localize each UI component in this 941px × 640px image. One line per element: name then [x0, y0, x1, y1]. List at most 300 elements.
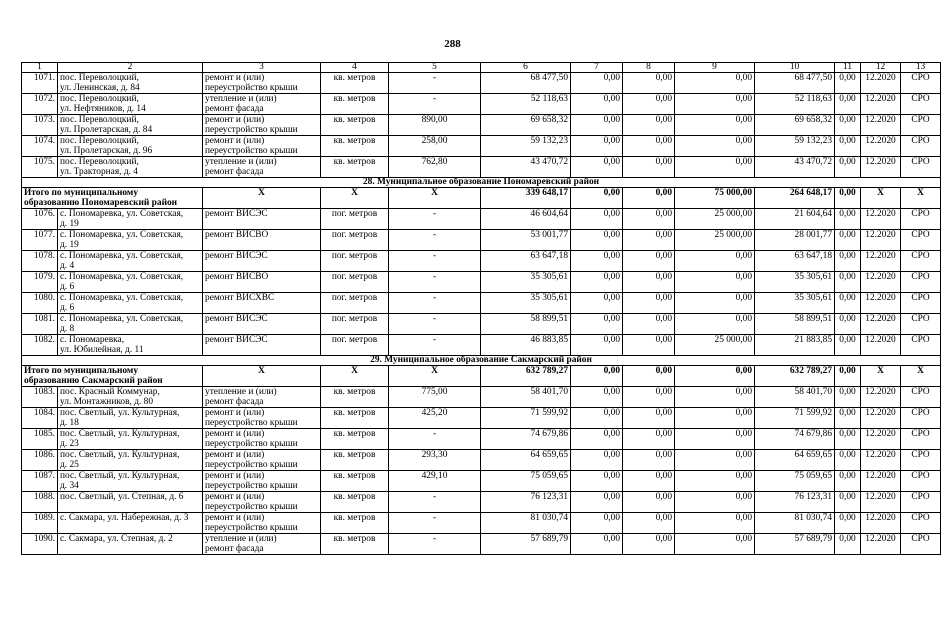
row-number: 1082.: [22, 335, 58, 356]
row-unit: кв. метров: [321, 136, 389, 157]
row-col-11: 0,00: [835, 429, 861, 450]
row-quantity: -: [389, 534, 481, 555]
row-col-11: 0,00: [835, 209, 861, 230]
row-address: с. Пономаревка, ул. Советская, д. 19: [58, 209, 203, 230]
row-method: СРО: [901, 335, 941, 356]
column-number-1: 1: [22, 63, 58, 73]
total-col-11: 0,00: [835, 366, 861, 387]
row-unit: кв. метров: [321, 408, 389, 429]
row-method: СРО: [901, 230, 941, 251]
row-date: 12.2020: [861, 335, 901, 356]
row-col-10: 71 599,92: [755, 408, 835, 429]
row-col-7: 0,00: [571, 408, 623, 429]
row-col-11: 0,00: [835, 387, 861, 408]
row-col-7: 0,00: [571, 94, 623, 115]
row-number: 1073.: [22, 115, 58, 136]
row-col-11: 0,00: [835, 492, 861, 513]
row-col-10: 69 658,32: [755, 115, 835, 136]
row-date: 12.2020: [861, 272, 901, 293]
row-col-7: 0,00: [571, 230, 623, 251]
row-total-cost: 35 305,61: [481, 293, 571, 314]
row-unit: кв. метров: [321, 534, 389, 555]
table-row: [22, 272, 941, 293]
row-address: с. Пономаревка, ул. Советская, д. 4: [58, 251, 203, 272]
row-col-10: 68 477,50: [755, 73, 835, 94]
total-col-5: Х: [389, 188, 481, 209]
row-col-7: 0,00: [571, 335, 623, 356]
row-address: с. Пономаревка, ул. Советская, д. 6: [58, 272, 203, 293]
row-col-7: 0,00: [571, 136, 623, 157]
row-date: 12.2020: [861, 387, 901, 408]
row-number: 1071.: [22, 73, 58, 94]
row-col-9: 0,00: [675, 115, 755, 136]
row-col-11: 0,00: [835, 314, 861, 335]
row-col-10: 52 118,63: [755, 94, 835, 115]
row-unit: пог. метров: [321, 314, 389, 335]
row-address: с. Сакмара, ул. Степная, д. 2: [58, 534, 203, 555]
row-col-8: 0,00: [623, 272, 675, 293]
row-col-10: 81 030,74: [755, 513, 835, 534]
row-unit: кв. метров: [321, 450, 389, 471]
table-row: [22, 230, 941, 251]
row-address: пос. Светлый, ул. Культурная, д. 18: [58, 408, 203, 429]
row-date: 12.2020: [861, 429, 901, 450]
row-work-type: ремонт ВИСЭС: [203, 251, 321, 272]
row-col-10: 64 659,65: [755, 450, 835, 471]
row-col-10: 35 305,61: [755, 272, 835, 293]
row-col-9: 0,00: [675, 492, 755, 513]
row-work-type: ремонт и (или) переустройство крыши: [203, 450, 321, 471]
row-col-9: 0,00: [675, 450, 755, 471]
row-method: СРО: [901, 450, 941, 471]
row-address: пос. Переволоцкий, ул. Ленинская, д. 84: [58, 73, 203, 94]
row-col-7: 0,00: [571, 471, 623, 492]
row-address: пос. Переволоцкий, ул. Нефтяников, д. 14: [58, 94, 203, 115]
row-col-9: 0,00: [675, 387, 755, 408]
row-col-11: 0,00: [835, 94, 861, 115]
row-col-8: 0,00: [623, 492, 675, 513]
table-row: [22, 314, 941, 335]
row-number: 1085.: [22, 429, 58, 450]
row-total-cost: 69 658,32: [481, 115, 571, 136]
row-method: СРО: [901, 293, 941, 314]
row-col-10: 57 689,79: [755, 534, 835, 555]
row-total-cost: 76 123,31: [481, 492, 571, 513]
row-col-8: 0,00: [623, 471, 675, 492]
row-col-11: 0,00: [835, 335, 861, 356]
table-row: [22, 157, 941, 178]
row-number: 1079.: [22, 272, 58, 293]
row-address: пос. Переволоцкий, ул. Пролетарская, д. 96: [58, 136, 203, 157]
total-label: Итого по муниципальному образованию Пономаревский район: [22, 188, 203, 209]
table-row: [22, 450, 941, 471]
row-unit: кв. метров: [321, 115, 389, 136]
row-col-9: 0,00: [675, 272, 755, 293]
section-title: 29. Муниципальное образование Сакмарский район: [22, 356, 941, 366]
row-col-8: 0,00: [623, 115, 675, 136]
row-quantity: -: [389, 513, 481, 534]
row-col-7: 0,00: [571, 115, 623, 136]
row-col-8: 0,00: [623, 408, 675, 429]
row-work-type: ремонт и (или) переустройство крыши: [203, 136, 321, 157]
row-col-10: 59 132,23: [755, 136, 835, 157]
row-total-cost: 53 001,77: [481, 230, 571, 251]
row-work-type: ремонт ВИСЭС: [203, 314, 321, 335]
row-date: 12.2020: [861, 209, 901, 230]
row-col-9: 0,00: [675, 429, 755, 450]
row-date: 12.2020: [861, 73, 901, 94]
row-total-cost: 43 470,72: [481, 157, 571, 178]
row-work-type: ремонт ВИСВО: [203, 272, 321, 293]
row-col-7: 0,00: [571, 534, 623, 555]
row-address: с. Пономаревка, ул. Советская, д. 8: [58, 314, 203, 335]
table-row: [22, 293, 941, 314]
row-quantity: -: [389, 73, 481, 94]
section-heading-row: [22, 178, 941, 188]
row-col-10: 21 604,64: [755, 209, 835, 230]
row-number: 1080.: [22, 293, 58, 314]
row-col-9: 25 000,00: [675, 209, 755, 230]
row-method: СРО: [901, 209, 941, 230]
row-total-cost: 57 689,79: [481, 534, 571, 555]
row-quantity: -: [389, 94, 481, 115]
row-date: 12.2020: [861, 115, 901, 136]
row-col-11: 0,00: [835, 230, 861, 251]
row-total-cost: 58 401,70: [481, 387, 571, 408]
capital-repair-table: [21, 62, 941, 555]
total-col-3: Х: [203, 366, 321, 387]
row-date: 12.2020: [861, 534, 901, 555]
row-method: СРО: [901, 157, 941, 178]
row-quantity: -: [389, 272, 481, 293]
column-number-13: 13: [901, 63, 941, 73]
table-row: [22, 251, 941, 272]
row-unit: кв. метров: [321, 387, 389, 408]
row-quantity: 775,00: [389, 387, 481, 408]
row-quantity: -: [389, 335, 481, 356]
row-number: 1077.: [22, 230, 58, 251]
row-col-9: 0,00: [675, 293, 755, 314]
row-address: с. Сакмара, ул. Набережная, д. 3: [58, 513, 203, 534]
row-unit: кв. метров: [321, 492, 389, 513]
row-address: пос. Светлый, ул. Степная, д. 6: [58, 492, 203, 513]
table-row: [22, 115, 941, 136]
row-total-cost: 46 604,64: [481, 209, 571, 230]
row-method: СРО: [901, 471, 941, 492]
row-method: СРО: [901, 73, 941, 94]
row-date: 12.2020: [861, 136, 901, 157]
table-row: [22, 513, 941, 534]
row-col-7: 0,00: [571, 387, 623, 408]
column-number-4: 4: [321, 63, 389, 73]
total-col-10: 264 648,17: [755, 188, 835, 209]
table-row: [22, 136, 941, 157]
row-quantity: 293,30: [389, 450, 481, 471]
total-label: Итого по муниципальному образованию Сакмарский район: [22, 366, 203, 387]
district-total-row: [22, 366, 941, 387]
row-work-type: ремонт и (или) переустройство крыши: [203, 513, 321, 534]
row-total-cost: 52 118,63: [481, 94, 571, 115]
row-number: 1075.: [22, 157, 58, 178]
column-number-5: 5: [389, 63, 481, 73]
column-number-header: [22, 63, 941, 73]
row-work-type: ремонт и (или) переустройство крыши: [203, 73, 321, 94]
column-number-7: 7: [571, 63, 623, 73]
row-method: СРО: [901, 387, 941, 408]
row-col-9: 25 000,00: [675, 335, 755, 356]
row-date: 12.2020: [861, 314, 901, 335]
page-number: 288: [444, 38, 461, 50]
row-unit: пог. метров: [321, 293, 389, 314]
row-col-9: 25 000,00: [675, 230, 755, 251]
row-col-11: 0,00: [835, 115, 861, 136]
row-col-10: 58 401,70: [755, 387, 835, 408]
row-col-8: 0,00: [623, 157, 675, 178]
row-quantity: 429,10: [389, 471, 481, 492]
table-row: [22, 335, 941, 356]
column-number-6: 6: [481, 63, 571, 73]
row-address: с. Пономаревка, ул. Советская, д. 6: [58, 293, 203, 314]
column-number-9: 9: [675, 63, 755, 73]
row-number: 1078.: [22, 251, 58, 272]
total-col-9: 75 000,00: [675, 188, 755, 209]
table-row: [22, 471, 941, 492]
row-col-11: 0,00: [835, 408, 861, 429]
row-col-8: 0,00: [623, 209, 675, 230]
row-date: 12.2020: [861, 450, 901, 471]
row-unit: кв. метров: [321, 429, 389, 450]
row-quantity: -: [389, 314, 481, 335]
row-quantity: 258,00: [389, 136, 481, 157]
total-col-4: Х: [321, 366, 389, 387]
row-col-9: 0,00: [675, 73, 755, 94]
row-col-7: 0,00: [571, 272, 623, 293]
row-col-7: 0,00: [571, 492, 623, 513]
row-address: с. Пономаревка, ул. Советская, д. 19: [58, 230, 203, 251]
row-date: 12.2020: [861, 513, 901, 534]
row-number: 1074.: [22, 136, 58, 157]
row-quantity: 425,20: [389, 408, 481, 429]
row-col-7: 0,00: [571, 450, 623, 471]
total-col-8: 0,00: [623, 188, 675, 209]
row-unit: пог. метров: [321, 335, 389, 356]
row-col-8: 0,00: [623, 293, 675, 314]
row-date: 12.2020: [861, 408, 901, 429]
row-col-7: 0,00: [571, 513, 623, 534]
row-method: СРО: [901, 94, 941, 115]
row-quantity: 762,80: [389, 157, 481, 178]
table-body: [22, 63, 941, 555]
row-work-type: ремонт ВИСЭС: [203, 335, 321, 356]
row-quantity: 890,00: [389, 115, 481, 136]
table-row: [22, 408, 941, 429]
total-col-9: 0,00: [675, 366, 755, 387]
row-total-cost: 59 132,23: [481, 136, 571, 157]
row-work-type: утепление и (или) ремонт фасада: [203, 157, 321, 178]
total-col-5: Х: [389, 366, 481, 387]
row-work-type: ремонт ВИСЭС: [203, 209, 321, 230]
total-method: Х: [901, 366, 941, 387]
row-col-10: 58 899,51: [755, 314, 835, 335]
row-col-9: 0,00: [675, 534, 755, 555]
total-col-11: 0,00: [835, 188, 861, 209]
row-col-9: 0,00: [675, 251, 755, 272]
row-col-8: 0,00: [623, 513, 675, 534]
section-heading-row: [22, 356, 941, 366]
row-number: 1088.: [22, 492, 58, 513]
row-unit: пог. метров: [321, 272, 389, 293]
row-work-type: утепление и (или) ремонт фасада: [203, 94, 321, 115]
table-row: [22, 387, 941, 408]
row-col-8: 0,00: [623, 251, 675, 272]
row-col-11: 0,00: [835, 293, 861, 314]
row-work-type: ремонт и (или) переустройство крыши: [203, 115, 321, 136]
total-date: Х: [861, 188, 901, 209]
row-address: пос. Переволоцкий, ул. Пролетарская, д. 84: [58, 115, 203, 136]
row-total-cost: 81 030,74: [481, 513, 571, 534]
district-total-row: [22, 188, 941, 209]
row-number: 1086.: [22, 450, 58, 471]
row-total-cost: 46 883,85: [481, 335, 571, 356]
row-method: СРО: [901, 534, 941, 555]
row-number: 1084.: [22, 408, 58, 429]
row-unit: кв. метров: [321, 73, 389, 94]
row-quantity: -: [389, 429, 481, 450]
row-col-11: 0,00: [835, 534, 861, 555]
table-row: [22, 73, 941, 94]
row-method: СРО: [901, 251, 941, 272]
row-col-10: 28 001,77: [755, 230, 835, 251]
row-total-cost: 63 647,18: [481, 251, 571, 272]
row-method: СРО: [901, 115, 941, 136]
row-date: 12.2020: [861, 471, 901, 492]
row-work-type: ремонт и (или) переустройство крыши: [203, 471, 321, 492]
table-row: [22, 429, 941, 450]
row-method: СРО: [901, 492, 941, 513]
row-col-10: 43 470,72: [755, 157, 835, 178]
row-col-9: 0,00: [675, 136, 755, 157]
row-col-7: 0,00: [571, 429, 623, 450]
row-date: 12.2020: [861, 230, 901, 251]
total-col-7: 0,00: [571, 366, 623, 387]
row-col-9: 0,00: [675, 157, 755, 178]
total-col-4: Х: [321, 188, 389, 209]
row-col-8: 0,00: [623, 429, 675, 450]
row-col-8: 0,00: [623, 73, 675, 94]
row-method: СРО: [901, 314, 941, 335]
row-col-10: 75 059,65: [755, 471, 835, 492]
row-address: пос. Светлый, ул. Культурная, д. 34: [58, 471, 203, 492]
row-col-8: 0,00: [623, 230, 675, 251]
row-unit: пог. метров: [321, 251, 389, 272]
row-col-10: 74 679,86: [755, 429, 835, 450]
row-date: 12.2020: [861, 94, 901, 115]
row-number: 1090.: [22, 534, 58, 555]
total-col-8: 0,00: [623, 366, 675, 387]
row-col-11: 0,00: [835, 73, 861, 94]
row-work-type: ремонт и (или) переустройство крыши: [203, 492, 321, 513]
row-total-cost: 64 659,65: [481, 450, 571, 471]
row-col-11: 0,00: [835, 251, 861, 272]
row-col-11: 0,00: [835, 136, 861, 157]
row-number: 1089.: [22, 513, 58, 534]
row-quantity: -: [389, 209, 481, 230]
row-method: СРО: [901, 408, 941, 429]
row-method: СРО: [901, 429, 941, 450]
column-number-8: 8: [623, 63, 675, 73]
row-col-7: 0,00: [571, 73, 623, 94]
row-method: СРО: [901, 136, 941, 157]
row-number: 1072.: [22, 94, 58, 115]
row-number: 1087.: [22, 471, 58, 492]
total-cost: 632 789,27: [481, 366, 571, 387]
row-col-8: 0,00: [623, 136, 675, 157]
row-work-type: ремонт ВИСВО: [203, 230, 321, 251]
row-quantity: -: [389, 492, 481, 513]
row-col-9: 0,00: [675, 94, 755, 115]
row-unit: кв. метров: [321, 157, 389, 178]
total-date: Х: [861, 366, 901, 387]
row-unit: пог. метров: [321, 209, 389, 230]
row-total-cost: 35 305,61: [481, 272, 571, 293]
column-number-11: 11: [835, 63, 861, 73]
total-col-3: Х: [203, 188, 321, 209]
row-col-8: 0,00: [623, 534, 675, 555]
row-unit: кв. метров: [321, 94, 389, 115]
total-col-10: 632 789,27: [755, 366, 835, 387]
section-title: 28. Муниципальное образование Пономаревский район: [22, 178, 941, 188]
row-col-11: 0,00: [835, 157, 861, 178]
row-col-7: 0,00: [571, 314, 623, 335]
table-row: [22, 94, 941, 115]
row-number: 1083.: [22, 387, 58, 408]
row-col-9: 0,00: [675, 408, 755, 429]
row-date: 12.2020: [861, 251, 901, 272]
column-number-3: 3: [203, 63, 321, 73]
row-unit: кв. метров: [321, 471, 389, 492]
row-work-type: ремонт ВИСХВС: [203, 293, 321, 314]
row-address: пос. Светлый, ул. Культурная, д. 23: [58, 429, 203, 450]
row-total-cost: 58 899,51: [481, 314, 571, 335]
row-work-type: утепление и (или) ремонт фасада: [203, 534, 321, 555]
row-quantity: -: [389, 230, 481, 251]
row-method: СРО: [901, 513, 941, 534]
row-unit: пог. метров: [321, 230, 389, 251]
row-total-cost: 75 059,65: [481, 471, 571, 492]
row-address: пос. Красный Коммунар, ул. Монтажников, д. 80: [58, 387, 203, 408]
row-quantity: -: [389, 293, 481, 314]
column-number-10: 10: [755, 63, 835, 73]
row-col-11: 0,00: [835, 272, 861, 293]
row-address: пос. Переволоцкий, ул. Тракторная, д. 4: [58, 157, 203, 178]
row-col-7: 0,00: [571, 251, 623, 272]
total-cost: 339 648,17: [481, 188, 571, 209]
row-number: 1081.: [22, 314, 58, 335]
row-number: 1076.: [22, 209, 58, 230]
row-col-10: 63 647,18: [755, 251, 835, 272]
row-date: 12.2020: [861, 492, 901, 513]
row-address: с. Пономаревка, ул. Юбилейная, д. 11: [58, 335, 203, 356]
row-work-type: ремонт и (или) переустройство крыши: [203, 408, 321, 429]
row-col-10: 35 305,61: [755, 293, 835, 314]
row-method: СРО: [901, 272, 941, 293]
table-row: [22, 492, 941, 513]
row-col-11: 0,00: [835, 450, 861, 471]
row-col-11: 0,00: [835, 513, 861, 534]
total-method: Х: [901, 188, 941, 209]
row-col-9: 0,00: [675, 513, 755, 534]
total-col-7: 0,00: [571, 188, 623, 209]
